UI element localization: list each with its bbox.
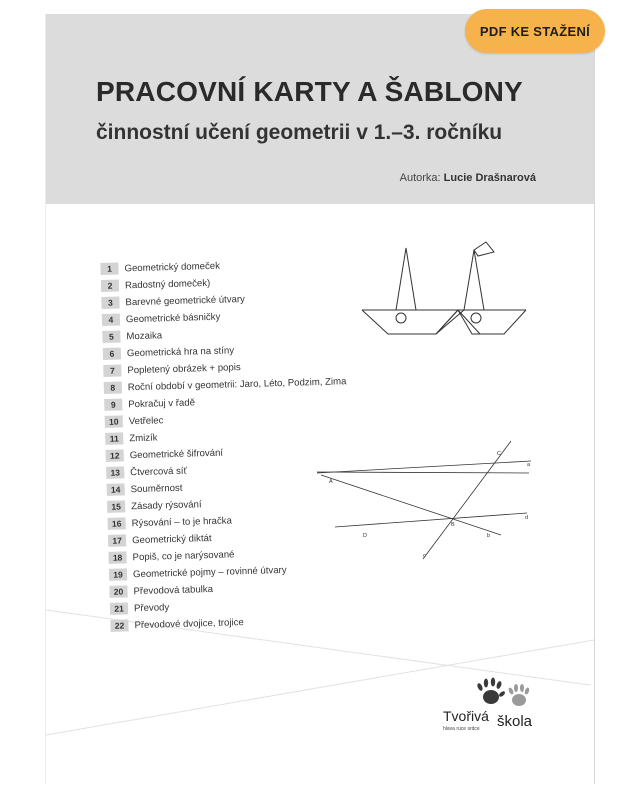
toc-item[interactable] [103, 360, 241, 378]
point-label-C: C [497, 451, 501, 457]
toc-item[interactable] [110, 600, 170, 616]
toc-number: 22 [110, 619, 128, 631]
toc-label: Převody [133, 601, 170, 614]
toc-item[interactable] [108, 531, 212, 548]
line-label-c: c [423, 553, 426, 559]
toc-number: 20 [109, 585, 127, 597]
toc-label: Souměrnost [130, 482, 183, 495]
page-title: PRACOVNÍ KARTY A ŠABLONY [96, 76, 523, 107]
toc-label: Vetřelec [128, 414, 164, 427]
toc-label: Geometrický domeček [124, 260, 221, 274]
toc-number: 13 [106, 466, 124, 478]
toc-number: 17 [108, 534, 126, 546]
line-label-a: a [527, 462, 531, 468]
toc-label: Geometrické básničky [125, 311, 221, 325]
toc-number: 1 [100, 262, 118, 274]
toc-item[interactable] [106, 464, 187, 480]
toc-label: Převodová tabulka [133, 583, 214, 597]
toc-label: Rýsování – to je hračka [131, 514, 233, 529]
table-of-contents [100, 243, 371, 630]
point-label-D: D [363, 533, 367, 539]
toc-label: Roční období v geometrii: Jaro, Léto, Podzim, Zima [127, 375, 347, 393]
toc-number: 11 [105, 432, 123, 444]
toc-item[interactable] [107, 513, 232, 530]
toc-number: 16 [107, 517, 125, 529]
toc-item[interactable] [100, 259, 220, 276]
toc-label: Čtvercová síť [130, 465, 188, 478]
toc-number: 21 [110, 602, 128, 614]
page-subtitle: činnostní učení geometrii v 1.–3. ročníku [96, 121, 503, 144]
toc-number: 8 [104, 381, 122, 393]
toc-item[interactable] [103, 343, 235, 361]
point-label-A: A [329, 479, 333, 485]
toc-item[interactable] [104, 395, 195, 412]
toc-item[interactable] [102, 328, 162, 344]
toc-label: Geometrická hra na stíny [126, 344, 235, 359]
toc-label: Pokračuj v řadě [128, 396, 196, 410]
toc-number: 15 [107, 500, 125, 512]
toc-number: 12 [106, 449, 124, 461]
toc-item[interactable] [108, 547, 234, 565]
toc-label: Geometrický diktát [131, 532, 212, 546]
toc-number: 19 [109, 568, 127, 580]
toc-label: Převodové dvojice, trojice [134, 616, 244, 631]
author-name: Lucie Drašnarová [443, 172, 536, 184]
hand-prints-icon [471, 675, 541, 709]
toc-item[interactable] [109, 582, 213, 599]
logo-word-skola: škola [497, 713, 533, 730]
toc-label: Geometrické šifrování [129, 447, 224, 461]
toc-number: 6 [103, 347, 121, 359]
toc-label: Mozaika [126, 329, 163, 342]
toc-number: 3 [101, 296, 119, 308]
toc-label: Radostný domeček) [124, 277, 211, 291]
toc-item[interactable] [107, 481, 183, 497]
pdf-download-button[interactable]: PDF KE STAŽENÍ [465, 9, 605, 53]
toc-label: Popiš, co je narýsované [132, 548, 235, 563]
toc-item[interactable] [107, 497, 202, 514]
toc-item[interactable] [101, 292, 245, 310]
toc-number: 5 [102, 330, 120, 342]
logo-word-tvoriva: Tvořivá [443, 708, 489, 724]
line-label-b: b [487, 533, 491, 539]
point-label-B: B [451, 522, 455, 528]
toc-number: 7 [103, 364, 121, 376]
line-label-d: d [525, 515, 529, 521]
toc-item[interactable] [101, 276, 211, 293]
toc-number: 4 [102, 313, 120, 325]
toc-item[interactable] [109, 563, 287, 582]
toc-item[interactable] [106, 446, 224, 463]
toc-number: 2 [101, 279, 119, 291]
author-label: Autorka: [399, 172, 441, 184]
toc-number: 18 [108, 551, 126, 563]
toc-item[interactable] [105, 430, 158, 445]
toc-label: Barevné geometrické útvary [125, 293, 246, 308]
toc-number: 9 [104, 398, 122, 410]
toc-number: 10 [105, 415, 123, 427]
toc-label: Zmizík [129, 431, 158, 444]
publisher-logo [443, 675, 543, 735]
toc-item[interactable] [102, 310, 221, 327]
toc-label: Popletený obrázek + popis [127, 361, 241, 376]
boat-sketch-icon [360, 238, 530, 348]
toc-item[interactable] [105, 413, 164, 429]
toc-label: Geometrické pojmy – rovinné útvary [132, 564, 287, 580]
toc-item[interactable] [104, 374, 347, 395]
logo-tagline: hlava ruce srdce [443, 726, 480, 732]
toc-number: 14 [107, 483, 125, 495]
toc-label: Zásady rýsování [131, 498, 202, 512]
